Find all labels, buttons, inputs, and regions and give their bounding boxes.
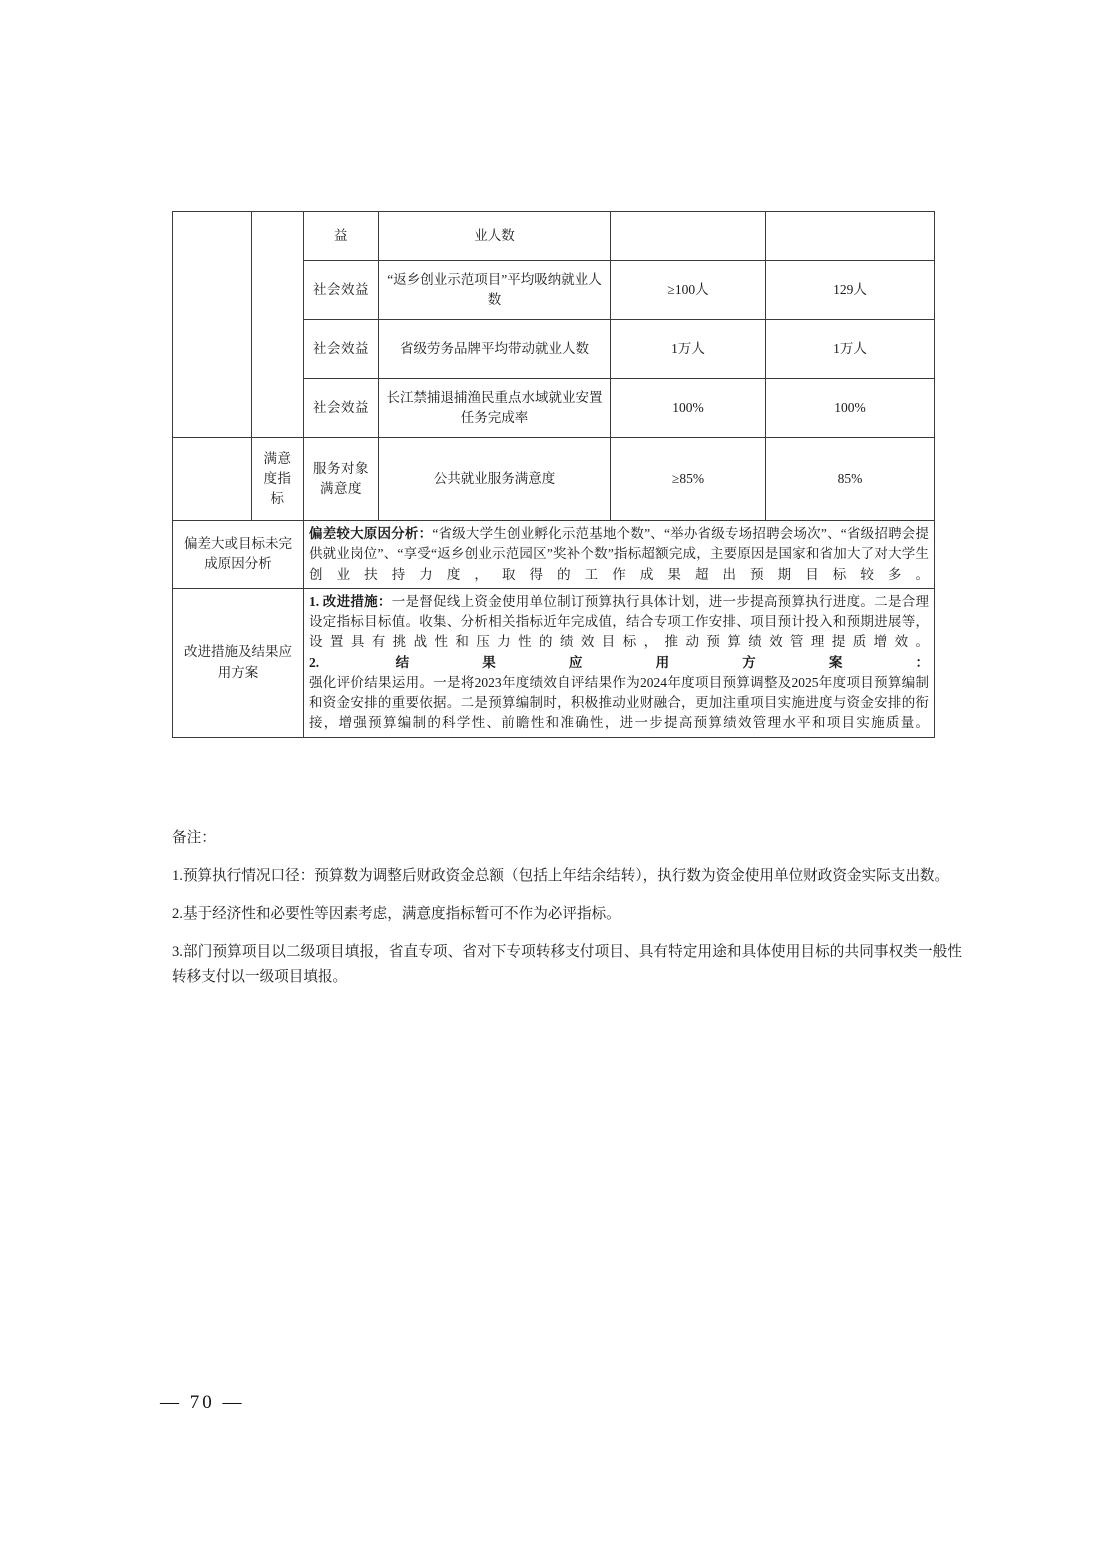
cell-actual-value: 1万人 xyxy=(766,320,935,379)
notes-section xyxy=(172,826,962,1003)
cell-actual-value: 129人 xyxy=(766,261,935,320)
improvement-section2-body: 强化评价结果运用。一是将2023年度绩效自评结果作为2024年度项目预算调整及2025年度项目预算编制和资金安排的重要依据。二是预算编制时，积极推动业财融合，更加注重项目实施进度与资金安排的衔接，增强预算编制的科学性、前瞻性和准确性，进一步提高预算绩效管理水平和项目实施质量。 xyxy=(309,674,929,731)
table-row xyxy=(173,438,935,521)
improvement-section1-body: 一是督促线上资金使用单位制订预算执行具体计划，进一步提高预算执行进度。二是合理设定指标目标值。收集、分析相关指标近年完成值，结合专项工作安排、项目预计投入和预期进展等，设置具有挑战性和压力性的绩效目标，推动预算绩效管理提质增效。 xyxy=(309,593,930,650)
cell-indicator-type: 社会效益 xyxy=(304,379,379,438)
cell-indicator-type: 社会效益 xyxy=(304,320,379,379)
cell-target-value xyxy=(611,212,766,261)
cell-target-value: 1万人 xyxy=(611,320,766,379)
performance-indicator-table xyxy=(172,211,935,738)
cell-indicator-name: “返乡创业示范项目”平均吸纳就业人数 xyxy=(379,261,611,320)
note-item: 1.预算执行情况口径：预算数为调整后财政资金总额（包括上年结余结转），执行数为资金使用单位财政资金实际支出数。 xyxy=(172,868,950,885)
cell-indicator-type: 服务对象满意度 xyxy=(304,438,379,521)
table-row xyxy=(173,212,935,261)
deviation-analysis-heading: 偏差较大原因分析： xyxy=(309,526,433,541)
cell-indicator-name: 省级劳务品牌平均带动就业人数 xyxy=(379,320,611,379)
deviation-analysis-body: “省级大学生创业孵化示范基地个数”、“举办省级专场招聘会场次”、“省级招聘会提供就业岗位”、“享受“返乡创业示范园区”奖补个数”指标超额完成，主要原因是国家和省加大了对大学生创业扶持力度，取得的工作成果超出预期目标较多。 xyxy=(309,526,929,582)
cell-actual-value: 100% xyxy=(766,379,935,438)
cell-actual-value: 85% xyxy=(766,438,935,521)
cell-indicator-name: 公共就业服务满意度 xyxy=(379,438,611,521)
improvement-section1-heading: 1. 改进措施： xyxy=(309,593,392,609)
deviation-analysis-content xyxy=(304,521,935,589)
cell-indicator-name: 业人数 xyxy=(379,212,611,261)
cell-subcategory-blank xyxy=(252,212,304,438)
cell-target-value: ≥85% xyxy=(611,438,766,521)
deviation-analysis-row xyxy=(173,521,935,589)
cell-indicator-name: 长江禁捕退捕渔民重点水域就业安置任务完成率 xyxy=(379,379,611,438)
cell-subcategory-satisfaction: 满意度指标 xyxy=(252,438,304,521)
cell-indicator-type: 益 xyxy=(304,212,379,261)
cell-target-value: 100% xyxy=(611,379,766,438)
deviation-analysis-label: 偏差大或目标未完成原因分析 xyxy=(173,521,304,589)
improvement-measures-content xyxy=(304,588,935,737)
notes-title: 备注： xyxy=(172,830,216,846)
cell-indicator-type: 社会效益 xyxy=(304,261,379,320)
note-item: 3.部门预算项目以二级项目填报，省直专项、省对下专项转移支付项目、具有特定用途和具体使用目标的共同事权类一般性转移支付以一级项目填报。 xyxy=(172,944,962,986)
cell-target-value: ≥100人 xyxy=(611,261,766,320)
page-number: — 70 — xyxy=(160,1392,245,1413)
cell-category-blank xyxy=(173,438,252,521)
cell-category-blank xyxy=(173,212,252,438)
improvement-measures-label: 改进措施及结果应用方案 xyxy=(173,588,304,737)
cell-actual-value xyxy=(766,212,935,261)
improvement-measures-row xyxy=(173,588,935,737)
improvement-section2-heading: 2. 结果应用方案： xyxy=(309,654,929,670)
note-item: 2.基于经济性和必要性等因素考虑，满意度指标暂可不作为必评指标。 xyxy=(172,906,621,923)
